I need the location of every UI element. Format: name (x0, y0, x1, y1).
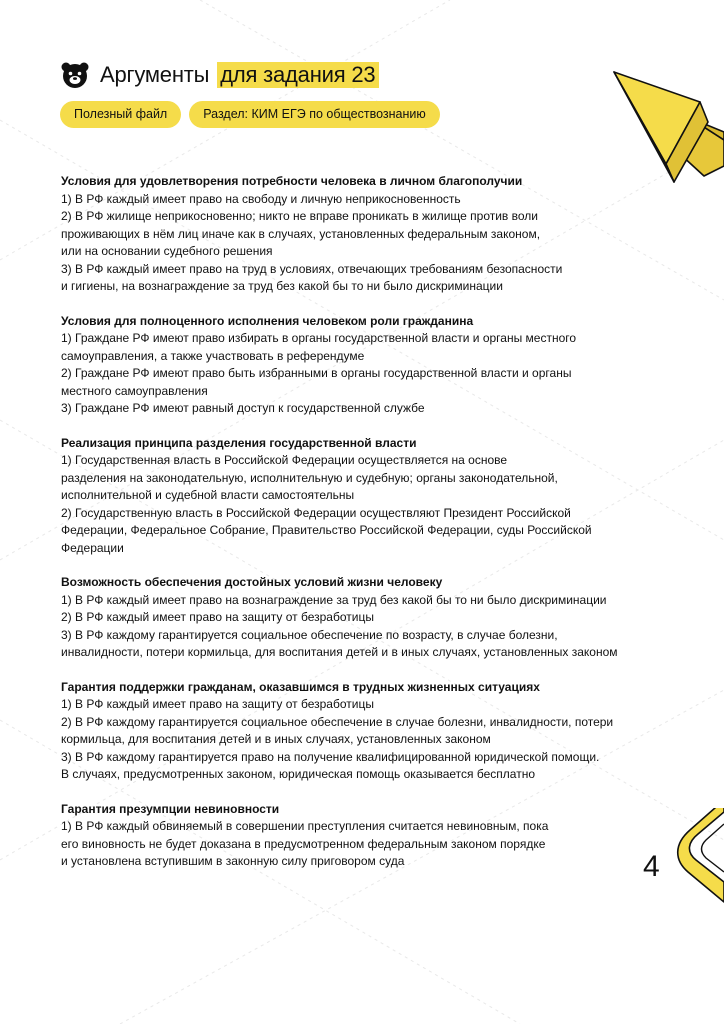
section-line: 3) В РФ каждому гарантируется социальное обеспечение по возрасту, в случае болезни, (61, 627, 558, 642)
section-presumption-of-innocence (61, 801, 671, 871)
section-line: 1) В РФ каждый имеет право на вознаграждение за труд без какой бы то ни было дискриминации (61, 592, 607, 607)
section-line: 2) В РФ каждому гарантируется социальное обеспечение в случае болезни, инвалидности, потери (61, 714, 614, 729)
section-line: и гигиены, на вознаграждение за труд без какой бы то ни было дискриминации (61, 279, 503, 293)
section-title: Гарантия презумпции невиновности (61, 801, 280, 816)
section-line: проживающих в нём лиц иначе как в случаях, установленных федеральным законом, (61, 226, 541, 241)
section-line: 3) В РФ каждый имеет право на труд в условиях, отвечающих требованиям безопасности (61, 261, 563, 276)
section-line: инвалидности, потери кормильца, для воспитания детей и в иных случаях, установленных законом (61, 645, 618, 659)
section-title: Гарантия поддержки гражданам, оказавшимся в трудных жизненных ситуациях (61, 679, 540, 694)
section-support-guarantee (61, 679, 671, 784)
section-title: Условия для удовлетворения потребности человека в личном благополучии (61, 174, 523, 188)
title-highlight: для задания 23 (217, 62, 379, 88)
title-plain: Аргументы (100, 62, 210, 87)
section-title: Возможность обеспечения достойных условий жизни человеку (61, 575, 443, 589)
section-line: 1) В РФ каждый обвиняемый в совершении преступления считается невиновным, пока (61, 819, 549, 833)
page-header (60, 60, 379, 90)
yellow-tube-decoration-icon (676, 808, 724, 904)
section-line: 1) Государственная власть в Российской Федерации осуществляется на основе (61, 453, 508, 467)
yellow-arrow-decoration-icon (604, 66, 724, 196)
section-line: Федерации (61, 540, 124, 555)
tag-row (60, 101, 440, 128)
section-line: 1) Граждане РФ имеют право избирать в органы государственной власти и органы местного (61, 331, 577, 345)
section-title: Условия для полноценного исполнения человеком роли гражданина (61, 313, 474, 328)
bear-logo-icon (60, 60, 90, 90)
section-line: разделения на законодательную, исполнительную и судебную; органы законодательной, (61, 470, 558, 485)
section-line: 2) Государственную власть в Российской Федерации осуществляют Президент Российской (61, 505, 571, 520)
tag-section: Раздел: КИМ ЕГЭ по обществознанию (189, 101, 440, 128)
section-line: 2) Граждане РФ имеют право быть избранными в органы государственной власти и органы (61, 366, 572, 380)
section-citizen-role (61, 313, 671, 418)
page-number: 4 (643, 850, 660, 883)
section-line: 3) Граждане РФ имеют равный доступ к государственной службе (61, 401, 425, 415)
section-line: 2) В РФ жилище неприкосновенно; никто не вправе проникать в жилище против воли (61, 209, 538, 223)
section-line: 1) В РФ каждый имеет право на свободу и личную неприкосновенность (61, 191, 461, 206)
section-line: или на основании судебного решения (61, 244, 273, 258)
section-line: его виновность не будет доказана в предусмотренном федеральным законом порядке (61, 836, 546, 851)
section-line: и установлена вступившим в законную силу приговором суда (61, 854, 405, 868)
section-line: местного самоуправления (61, 383, 208, 398)
tag-useful-file: Полезный файл (60, 101, 181, 128)
section-line: 3) В РФ каждому гарантируется право на получение квалифицированной юридической помощи. (61, 749, 600, 764)
section-line: 2) В РФ каждый имеет право на защиту от безработицы (61, 610, 374, 624)
section-line: кормильца, для воспитания детей и в иных случаях, установленных законом (61, 732, 491, 746)
section-line: 1) В РФ каждый имеет право на защиту от безработицы (61, 697, 374, 711)
section-title: Реализация принципа разделения государственной власти (61, 435, 417, 450)
section-separation-of-powers (61, 435, 671, 558)
section-line: самоуправления, а также участвовать в референдуме (61, 348, 365, 363)
section-personal-wellbeing (61, 173, 671, 296)
section-living-conditions (61, 574, 671, 662)
section-line: исполнительной и судебной власти самостоятельны (61, 488, 355, 502)
section-line: В случаях, предусмотренных законом, юридическая помощь оказывается бесплатно (61, 767, 535, 781)
section-line: Федерации, Федеральное Собрание, Правительство Российской Федерации, суды Российской (61, 523, 592, 537)
page-title (100, 62, 379, 88)
arguments-list (61, 173, 671, 888)
